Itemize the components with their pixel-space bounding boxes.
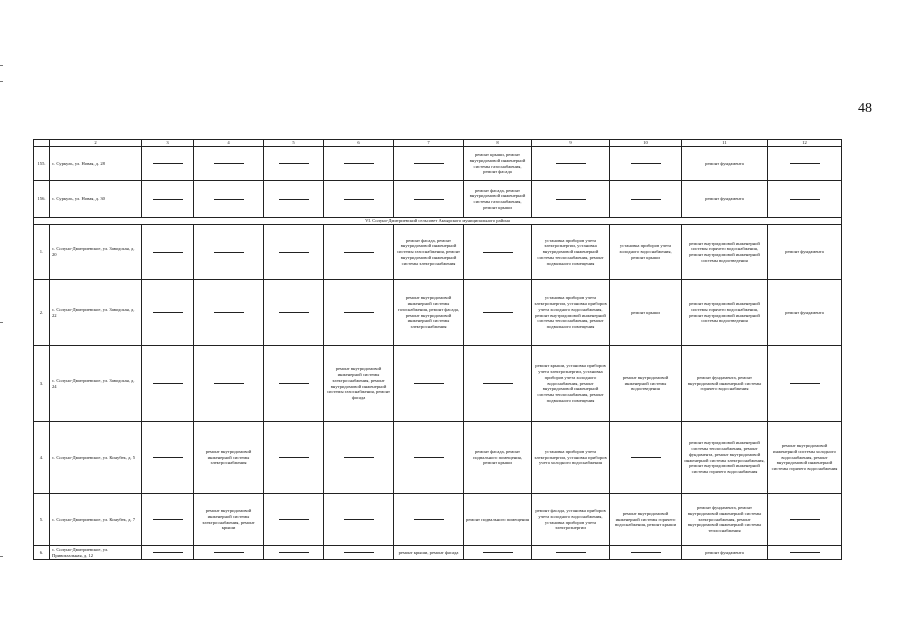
work-cell: ремонт фасада, ремонт внутридомовой инженерной системы газоснабжения, ремонт крыши [464,181,532,218]
dash-mark [790,163,820,164]
dash-mark [483,312,513,313]
column-number: 3 [142,140,194,147]
work-cell: ремонт фундамента [682,181,768,218]
empty-cell [264,181,324,218]
empty-cell [768,147,842,181]
work-cell: ремонт внутридомовой инженерной системы горячего водоснабжения, ремонт крыши [610,494,682,546]
dash-mark [153,163,183,164]
section-title: VI. Солуно-Дмитриевский сельсовет Акъярского муниципального района [34,218,842,225]
dash-mark [279,383,309,384]
dash-mark [344,163,374,164]
scan-mark [0,556,3,557]
work-cell: ремонт фасада, ремонт подвального помещения, ремонт крыши [464,422,532,494]
work-cell: ремонт подвального помещения [464,494,532,546]
empty-cell [394,181,464,218]
empty-cell [394,147,464,181]
empty-cell [264,346,324,422]
work-cell: ремонт внутридомовой инженерной системы горячего водоснабжения, ремонт внутридомовой инженерной системы водоотведения [682,225,768,280]
scan-mark [0,65,3,66]
scan-mark [0,322,3,323]
column-number: 11 [682,140,768,147]
address-cell: с. Солуно-Дмитриевское, ул. Заводская, д. 24 [50,346,142,422]
work-cell: ремонт фундамента [768,225,842,280]
dash-mark [483,383,513,384]
table-row [34,181,842,218]
work-cell: ремонт фасада, установка приборов учета холодного водоснабжения, установка приборов учета электроэнергии [532,494,610,546]
empty-cell [464,280,532,346]
dash-mark [279,252,309,253]
empty-cell [264,147,324,181]
table-row [34,280,842,346]
empty-cell [324,494,394,546]
dash-mark [790,199,820,200]
address-cell: с. Суркуль, ул. Новая, д. 30 [50,181,142,218]
empty-cell [768,546,842,560]
work-cell: ремонт крыши, ремонт внутридомовой инженерной системы газоснабжения, ремонт фасада [464,147,532,181]
dash-mark [153,312,183,313]
empty-cell [532,147,610,181]
dash-mark [279,519,309,520]
column-number [34,140,50,147]
empty-cell [142,422,194,494]
table-body [34,140,842,560]
dash-mark [153,252,183,253]
dash-mark [214,252,244,253]
empty-cell [264,546,324,560]
empty-cell [324,181,394,218]
dash-mark [414,457,444,458]
address-cell: с. Солуно-Дмитриевское, ул. Конубек, д. 5 [50,422,142,494]
empty-cell [768,494,842,546]
empty-cell [194,280,264,346]
address-cell: с. Солуно-Дмитриевское, ул. Привокзальная, д. 12 [50,546,142,560]
dash-mark [279,312,309,313]
empty-cell [142,181,194,218]
empty-cell [194,147,264,181]
dash-mark [556,552,586,553]
dash-mark [214,163,244,164]
empty-cell [264,225,324,280]
empty-cell [610,546,682,560]
empty-cell [324,422,394,494]
column-number: 7 [394,140,464,147]
empty-cell [464,546,532,560]
dash-mark [790,519,820,520]
dash-mark [414,199,444,200]
empty-cell [610,147,682,181]
dash-mark [279,163,309,164]
empty-cell [194,181,264,218]
dash-mark [790,383,820,384]
repair-schedule-table [33,139,842,560]
dash-mark [153,519,183,520]
column-number: 8 [464,140,532,147]
empty-cell [142,147,194,181]
empty-cell [324,546,394,560]
work-cell: ремонт внутридомовой инженерной системы электроснабжения, ремонт крыши [194,494,264,546]
work-cell: ремонт внутридомовой инженерной системы холодного водоснабжения, ремонт внутридомовой инженерной системы горячего водоснабжения [768,422,842,494]
empty-cell [532,546,610,560]
work-cell: ремонт фундамента, ремонт внутридомовой инженерной системы электроснабжения, ремонт внутридомовой инженерной системы теплоснабжения [682,494,768,546]
address-cell: с. Суркуль, ул. Новая, д. 28 [50,147,142,181]
work-cell: ремонт внутридомовой инженерной системы газоснабжения, ремонт фасада, ремонт внутридомовой инженерной системы электроснабжения [394,280,464,346]
dash-mark [153,552,183,553]
dash-mark [414,163,444,164]
dash-mark [344,199,374,200]
section-row [34,218,842,225]
empty-cell [324,147,394,181]
work-cell: ремонт внутридомовой инженерной системы водоотведения [610,346,682,422]
column-number: 9 [532,140,610,147]
row-number: 1. [34,225,50,280]
column-number: 6 [324,140,394,147]
row-number: 6. [34,546,50,560]
empty-cell [610,181,682,218]
table-row [34,346,842,422]
dash-mark [279,552,309,553]
scan-mark [0,81,3,82]
work-cell: установка приборов учета электроэнергии, установка приборов учета холодного водоснабжения [532,422,610,494]
empty-cell [324,225,394,280]
empty-cell [142,225,194,280]
work-cell: ремонт внутридомовой инженерной системы электроснабжения, ремонт внутридомовой инженерной системы газоснабжения, ремонт фасада [324,346,394,422]
work-cell: ремонт крыши, ремонт фасада [394,546,464,560]
empty-cell [142,280,194,346]
dash-mark [483,252,513,253]
work-cell: ремонт внутридомовой инженерной системы теплоснабжения, ремонт фундамента, ремонт внутридомовой инженерной системы электроснабжения, ремонт внутридомовой инженерной системы горячего водоснабжения [682,422,768,494]
column-number: 2 [50,140,142,147]
dash-mark [344,252,374,253]
work-cell: ремонт фундамента, ремонт внутридомовой инженерной системы горячего водоснабжения [682,346,768,422]
empty-cell [324,280,394,346]
empty-cell [532,181,610,218]
empty-cell [610,422,682,494]
empty-cell [768,181,842,218]
column-number: 12 [768,140,842,147]
dash-mark [344,312,374,313]
dash-mark [556,163,586,164]
column-number-row [34,140,842,147]
dash-mark [414,383,444,384]
dash-mark [214,383,244,384]
empty-cell [264,280,324,346]
address-cell: с. Солуно-Дмитриевское, ул. Заводская, д. 22 [50,280,142,346]
dash-mark [344,519,374,520]
address-cell: с. Солуно-Дмитриевское, ул. Заводская, д. 20 [50,225,142,280]
dash-mark [214,552,244,553]
row-number: 3. [34,346,50,422]
empty-cell [768,346,842,422]
work-cell: ремонт фундамента [768,280,842,346]
dash-mark [153,383,183,384]
dash-mark [631,457,661,458]
row-number: 155. [34,147,50,181]
dash-mark [279,457,309,458]
dash-mark [790,552,820,553]
empty-cell [194,346,264,422]
empty-cell [394,346,464,422]
table-row [34,147,842,181]
dash-mark [153,199,183,200]
dash-mark [631,163,661,164]
dash-mark [483,552,513,553]
empty-cell [464,225,532,280]
row-number: 2. [34,280,50,346]
dash-mark [344,457,374,458]
dash-mark [153,457,183,458]
empty-cell [142,346,194,422]
work-cell: ремонт внутридомовой инженерной системы горячего водоснабжения, ремонт внутридомовой инженерной системы водоотведения [682,280,768,346]
work-cell: ремонт крыши, установка приборов учета электроэнергии, установка приборов учета холодного водоснабжения, ремонт внутридомовой инженерной системы теплоснабжения, ремонт подвального помещения [532,346,610,422]
page-number: 48 [858,101,872,116]
column-number: 5 [264,140,324,147]
work-cell: ремонт фундамента [682,147,768,181]
address-cell: с. Солуно-Дмитриевское, ул. Конубек, д. 7 [50,494,142,546]
row-number: 4. [34,422,50,494]
empty-cell [394,422,464,494]
dash-mark [279,199,309,200]
work-cell: ремонт фасада, ремонт внутридомовой инженерной системы газоснабжения, ремонт внутридомовой инженерной системы электроснабжения [394,225,464,280]
dash-mark [631,199,661,200]
empty-cell [194,225,264,280]
dash-mark [214,312,244,313]
work-cell: ремонт крыши [610,280,682,346]
work-cell: установка приборов учета электроэнергии, установка внутридомовой инженерной системы теплоснабжения, ремонт подвального помещения [532,225,610,280]
work-cell: ремонт фундамента [682,546,768,560]
work-cell: ремонт внутридомовой инженерной системы электроснабжения [194,422,264,494]
work-cell: установка приборов учета холодного водоснабжения, ремонт крыши [610,225,682,280]
empty-cell [264,494,324,546]
work-cell: установка приборов учета электроэнергии, установка приборов учета холодного водоснабжения, ремонт внутридомовой инженерной системы теплоснабжения, ремонт подвального помещения [532,280,610,346]
empty-cell [194,546,264,560]
table-row [34,225,842,280]
row-number: 5. [34,494,50,546]
column-number: 10 [610,140,682,147]
empty-cell [264,422,324,494]
column-number: 4 [194,140,264,147]
row-number: 156. [34,181,50,218]
table-row [34,422,842,494]
empty-cell [394,494,464,546]
dash-mark [214,199,244,200]
dash-mark [556,199,586,200]
empty-cell [142,546,194,560]
table-row [34,494,842,546]
dash-mark [344,552,374,553]
dash-mark [414,519,444,520]
dash-mark [631,552,661,553]
empty-cell [142,494,194,546]
table-row [34,546,842,560]
empty-cell [464,346,532,422]
